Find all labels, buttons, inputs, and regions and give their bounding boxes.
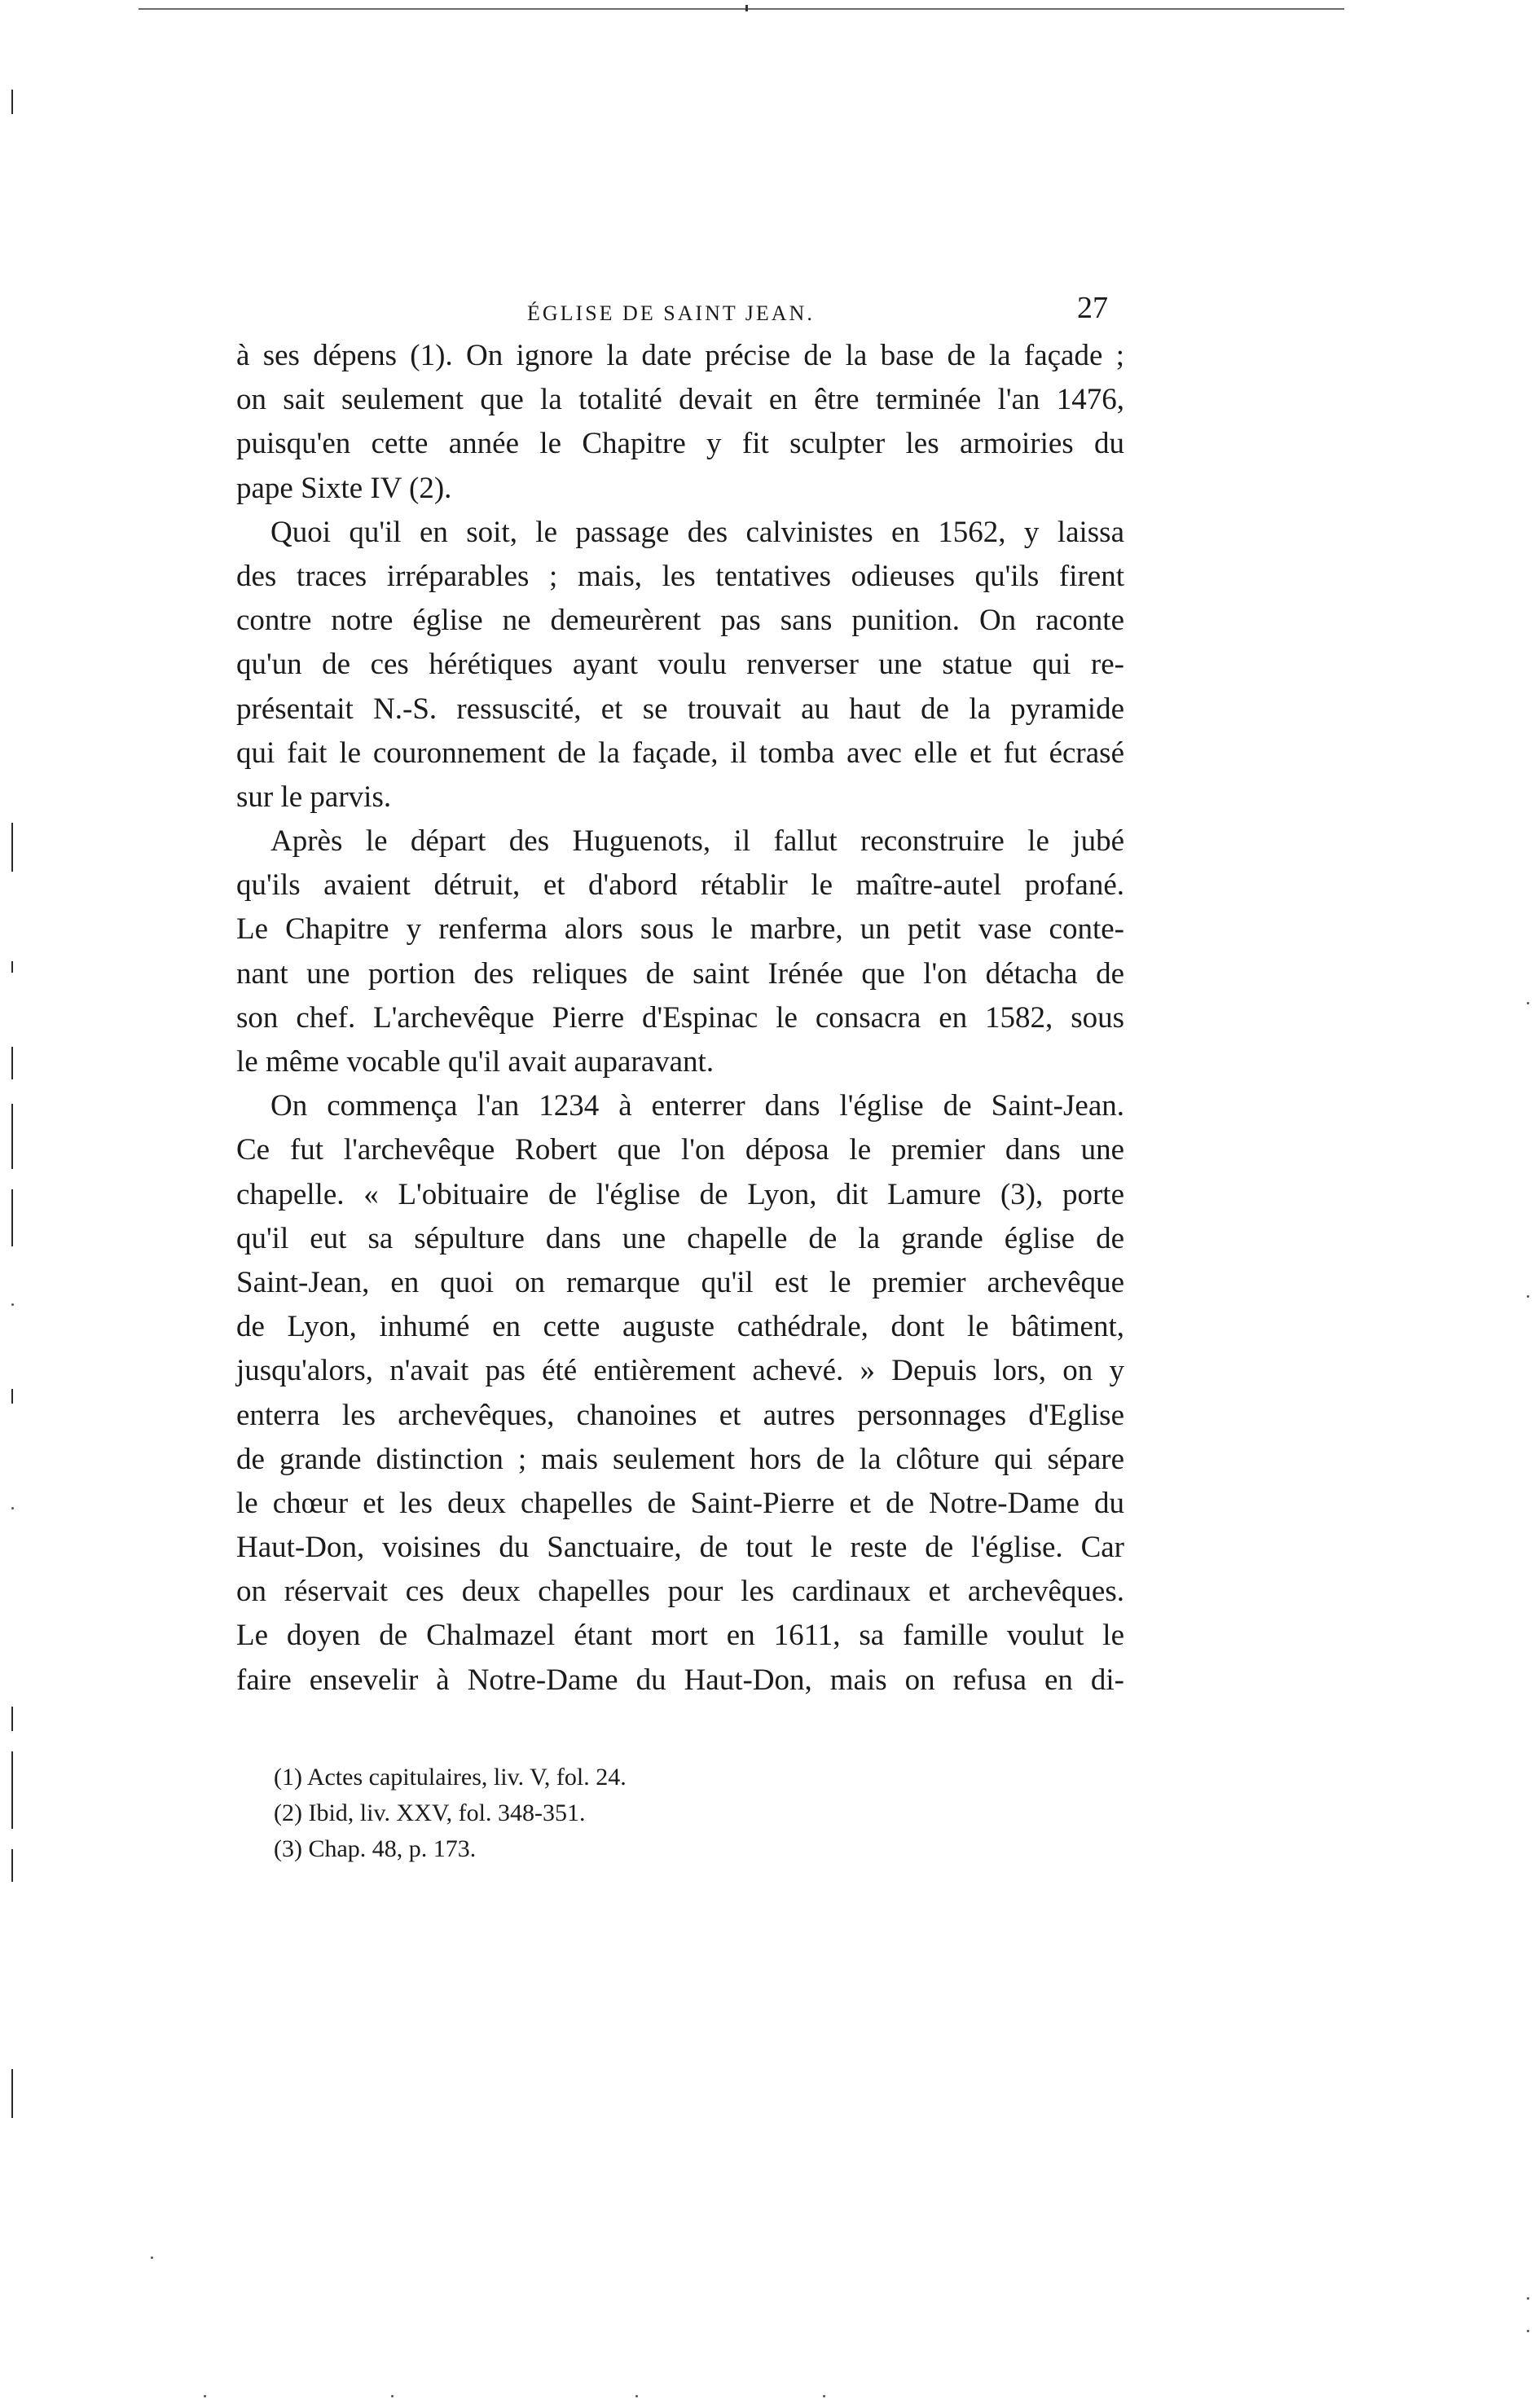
text-line: puisqu'en cette année le Chapitre y fit sculpter les armoiries du (236, 427, 1124, 461)
text-line: qu'un de ces hérétiques ayant voulu renverser une statue qui re- (236, 648, 1124, 682)
text-line: enterra les archevêques, chanoines et autres personnages d'Eglise (236, 1398, 1124, 1432)
scan-margin-mark (11, 1047, 13, 1079)
footnote: (3) Chap. 48, p. 173. (274, 1835, 477, 1862)
text-line: de Lyon, inhumé en cette auguste cathédrale, dont le bâtiment, (236, 1310, 1124, 1344)
text-line: le même vocable qu'il avait auparavant. (236, 1045, 715, 1079)
scan-speck (11, 1303, 14, 1306)
scan-margin-mark (11, 1707, 13, 1731)
footnote: (2) Ibid, liv. XXV, fol. 348-351. (274, 1799, 586, 1826)
text-line: Quoi qu'il en soit, le passage des calvinistes en 1562, y laissa (270, 515, 1124, 549)
scan-margin-mark (11, 823, 13, 872)
scan-margin-mark (11, 1751, 13, 1829)
text-line: On commença l'an 1234 à enterrer dans l'église de Saint-Jean. (270, 1089, 1124, 1123)
scan-speck (1527, 1002, 1529, 1004)
scan-margin-mark (11, 1104, 13, 1169)
body-text (236, 334, 1124, 1703)
scan-top-edge-tick (745, 5, 748, 11)
text-line: chapelle. « L'obituaire de l'église de Lyon, dit Lamure (3), porte (236, 1177, 1124, 1211)
text-line: Haut-Don, voisines du Sanctuaire, de tout le reste de l'église. Car (236, 1531, 1124, 1565)
text-line: nant une portion des reliques de saint Irénée que l'on détacha de (236, 956, 1124, 991)
scan-speck (151, 2256, 153, 2259)
text-line: des traces irréparables ; mais, les tentatives odieuses qu'ils firent (236, 559, 1124, 593)
text-line: Après le départ des Huguenots, il fallut reconstruire le jubé (270, 824, 1124, 859)
text-line: Le doyen de Chalmazel étant mort en 1611, sa famille voulut le (236, 1619, 1124, 1653)
text-line: de grande distinction ; mais seulement hors de la clôture qui sépare (236, 1442, 1124, 1476)
scan-margin-mark (11, 1849, 13, 1882)
text-line: jusqu'alors, n'avait pas été entièrement achevé. » Depuis lors, on y (236, 1354, 1124, 1388)
scan-bottom-specks (0, 2393, 1539, 2401)
scan-margin-mark (11, 1189, 13, 1246)
scan-margin-mark (11, 90, 13, 114)
scan-top-edge-rule (139, 8, 1344, 10)
text-line: à ses dépens (1). On ignore la date précise de la base de la façade ; (236, 339, 1124, 372)
text-line: qu'il eut sa sépulture dans une chapelle de la grande église de (236, 1221, 1124, 1255)
footnote: (1) Actes capitulaires, liv. V, fol. 24. (274, 1764, 627, 1791)
text-line: Le Chapitre y renferma alors sous le marbre, un petit vase conte- (236, 912, 1124, 947)
text-line: sur le parvis. (236, 780, 392, 814)
scan-speck (11, 1507, 14, 1509)
text-line: son chef. L'archevêque Pierre d'Espinac le consacra en 1582, sous (236, 1000, 1124, 1035)
page-number: 27 (1077, 291, 1108, 325)
scan-margin-mark (11, 2069, 13, 2118)
scan-speck (1527, 2297, 1529, 2300)
text-line: pape Sixte IV (2). (236, 471, 452, 505)
scan-speck (1527, 2330, 1529, 2332)
running-head (238, 290, 1118, 331)
text-line: qu'ils avaient détruit, et d'abord rétablir le maître-autel profané. (236, 868, 1124, 903)
footnotes (274, 1760, 1007, 1867)
scan-speck (204, 2395, 206, 2397)
text-line: contre notre église ne demeurèrent pas sans punition. On raconte (236, 604, 1124, 638)
text-line: le chœur et les deux chapelles de Saint-Pierre et de Notre-Dame du (236, 1486, 1124, 1520)
text-line: qui fait le couronnement de la façade, il tomba avec elle et fut écrasé (236, 736, 1124, 770)
text-line: on réservait ces deux chapelles pour les cardinaux et archevêques. (236, 1575, 1124, 1609)
scan-margin-mark (11, 961, 13, 973)
scan-margin-mark (11, 1389, 13, 1404)
scan-speck (635, 2395, 638, 2397)
scan-speck (1527, 1295, 1529, 1298)
scan-speck (823, 2395, 825, 2397)
text-line: Ce fut l'archevêque Robert que l'on déposa le premier dans une (236, 1133, 1124, 1167)
text-line: faire ensevelir à Notre-Dame du Haut-Don, mais on refusa en di- (236, 1663, 1124, 1697)
text-line: présentait N.-S. ressuscité, et se trouvait au haut de la pyramide (236, 692, 1124, 726)
scan-speck (391, 2395, 394, 2397)
text-line: Saint-Jean, en quoi on remarque qu'il est le premier archevêque (236, 1265, 1124, 1299)
text-line: on sait seulement que la totalité devait en être terminée l'an 1476, (236, 383, 1124, 417)
running-title: ÉGLISE DE SAINT JEAN. (527, 301, 815, 325)
